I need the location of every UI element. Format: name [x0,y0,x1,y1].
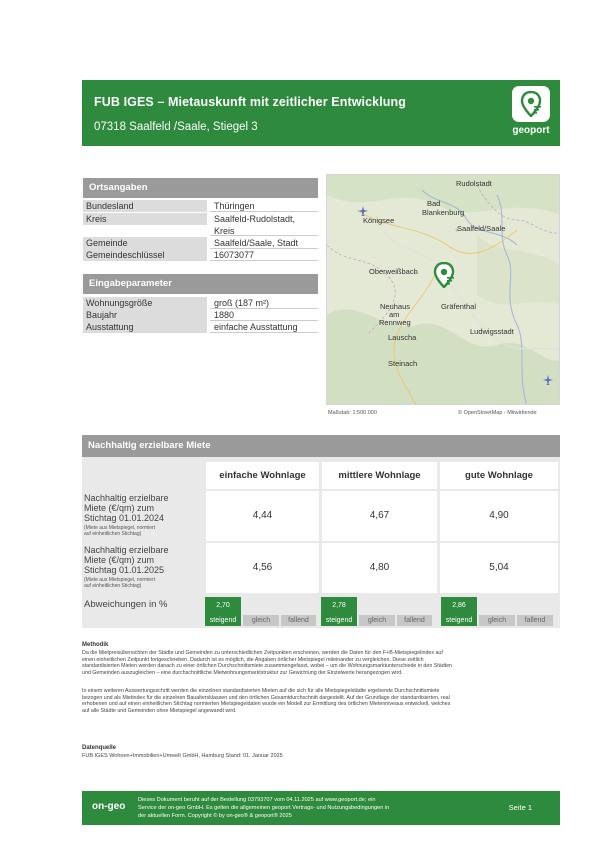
datenquelle-heading: Datenquelle [82,745,117,751]
row-value: 1880 [210,309,318,321]
trend-steigend: steigend [441,615,477,626]
row-note-line: auf einheitlichen Stichtag) [84,583,142,589]
row-key: Bundesland [83,200,207,212]
methodik-paragraph-2 [82,688,560,714]
geoport-logo [506,84,556,142]
rent-cell: 4,80 [322,543,437,593]
text-line: Da die Mietpreisübersichten der Städte und Gemeinden zu unterschiedlichen Zeitpunkten erscheinen, werden die Daten für den F+B-Mietspiegelindex auf [82,650,443,656]
text-line: und Gemeinden auszugleichen – eine durchschnittliche Mietwohnungsmarktstruktur zur Gewichtung der Einzelwerte herangezogen wird. [82,669,403,676]
row-value: groß (187 m²) [210,297,318,309]
map-label: Lauscha [388,333,417,342]
row-label-line: Stichtag 01.01.2024 [84,513,165,523]
column-header-gut: gute Wohnlage [440,462,558,489]
map-label: Königsee [363,216,395,225]
ortsangaben-heading: Ortsangaben [83,178,318,198]
row-value: 16073077 [210,249,318,261]
text-line: erhobenen und auf einen einheitlichen Stichtag normierten Mietspiegeldaten wurde ein Modell zur Ermittlung des örtlichen Mietenniveaus entwickelt, welches [82,701,451,708]
eingabe-heading: Eingabeparameter [83,274,318,294]
trend-fallend: fallend [397,615,432,626]
rent-table [82,435,560,628]
text-line: bezogen und als Mietindex für die einzelnen Baualtersklassen und den örtlichen Gesamtdurchschnitt dargestellt. Auf der Grundlage der standardisierten, real [82,694,450,701]
deviation-value: 2,78 [321,597,357,615]
logo-text: geoport [512,125,550,136]
row-label-2024 [84,493,203,537]
row-key: Baujahr [83,309,207,321]
rent-cell: 4,90 [440,491,558,541]
location-marker-icon[interactable] [433,262,455,288]
methodik-heading: Methodik [82,642,109,648]
footer-text [138,796,494,820]
map-pin-icon [512,86,550,122]
report-address: 07318 Saalfeld /Saale, Stiegel 3 [94,121,258,133]
airport-icon [543,375,553,385]
row-note [84,577,203,589]
map-label: Rennweg [379,318,411,327]
row-value [210,213,318,236]
map-label: Bad [427,199,441,208]
footer-line: Dieses Dokument beruht auf der Bestellung 03793707 vom 04.11.2025 auf www.geoport.de; ein [138,797,376,803]
rent-cell: 4,56 [206,543,319,593]
trend-gleich: gleich [243,615,279,626]
row-label-2025 [84,545,203,589]
map-label: Gräfenthal [441,302,477,311]
row-note-line: (Miete aus Mietspiegel, normiert [84,577,156,583]
on-geo-logo: on-geo [92,801,126,812]
map-label: am [389,310,400,319]
footer-line: Service der on-geo GmbH. Es gelten die allgemeinen geoport Vertrags- und Nutzungsbedingungen in [138,805,390,811]
row-key: Wohnungsgröße [83,297,207,309]
footer-line: der aktuellen Form. Copyright © by on-geo® & geoport® 2025 [138,813,292,819]
report-title: FUB IGES – Mietauskunft mit zeitlicher Entwicklung [94,95,406,109]
text-line: einen einheitlichen Zeitpunkt fortgeschrieben. Dadurch ist es möglich, die Angaben örtlicher Mietspiegel miteinander zu vergleichen. Diese zeitlich [82,656,424,663]
row-value: einfache Ausstattung [210,321,318,333]
page-footer [82,791,560,825]
deviation-mittel [320,597,434,627]
row-label-line: Miete (€/qm) zum [84,503,155,513]
report-header [82,80,560,146]
trend-gleich: gleich [359,615,395,626]
map-label: Steinach [388,359,418,368]
row-key: Gemeinde [83,237,207,249]
row-label-line: Nachhaltig erzielbare [84,545,169,555]
row-note [84,525,203,537]
map-label: Saalfeld/Saale [457,224,506,233]
row-key: Ausstattung [83,321,207,333]
rent-heading: Nachhaltig erzielbare Miete [82,435,560,457]
map-credit[interactable]: © OpenStreetMap - Mitwirkende [458,410,537,416]
map-label: Rudolstadt [456,179,492,188]
row-value: Thüringen [210,200,318,212]
rent-cell: 4,67 [322,491,437,541]
map-label: Ludwigsstadt [470,327,514,336]
trend-fallend: fallend [517,615,553,626]
text-line: auf alle Städte und Gemeinden ohne Mietspiegel angewandt wird. [82,707,237,714]
row-key: Gemeindeschlüssel [83,249,207,261]
map-label: Oberweißbach [369,267,418,276]
deviation-einfach [204,597,318,627]
trend-steigend: steigend [205,615,241,626]
row-note-line: (Miete aus Mietspiegel, normiert [84,525,156,531]
rent-cell: 5,04 [440,543,558,593]
trend-gleich: gleich [479,615,515,626]
methodik-paragraph-1 [82,650,560,676]
rent-cell: 4,44 [206,491,319,541]
trend-steigend: steigend [321,615,357,626]
airport-icon [358,206,368,216]
page-number: Seite 1 [508,803,532,812]
location-map[interactable] [326,174,560,405]
map-label: Blankenburg [422,208,465,217]
deviation-label: Abweichungen in % [84,599,168,610]
column-header-einfach: einfache Wohnlage [206,462,319,489]
row-value: Saalfeld/Saale, Stadt [210,237,318,249]
row-value-line: Kreis [214,226,235,236]
deviation-value: 2,70 [205,597,241,615]
deviation-gut [440,597,554,627]
map-label: Neuhaus [380,302,411,311]
map-scale: Maßstab: 1:500.000 [328,410,377,416]
datenquelle-text: FUB IGES Wohnen+Immobilien+Umwelt GmbH, Hamburg Stand: 01. Januar 2025 [82,753,283,759]
text-line: In einem weiteren Auswertungsschritt werden die einzelnen standardisierten Mieten auf die sich für alle Mietspiegelstädte ergebende Durchschnittsmiete [82,688,440,694]
row-key: Kreis [83,213,207,225]
row-value-line: Saalfeld-Rudolstadt, [214,214,296,224]
row-label-line: Stichtag 01.01.2025 [84,565,165,575]
row-note-line: auf einheitlichen Stichtag) [84,531,142,537]
row-label-line: Miete (€/qm) zum [84,555,155,565]
text-line: standardisierten Mieten werden danach zu einer örtlichen Durchschnittsmiete zusammengefasst, wobei – um die Wohnungsmarktunterschiede in den Städten [82,663,453,670]
deviation-value: 2,86 [441,597,477,615]
trend-fallend: fallend [281,615,316,626]
row-label-line: Nachhaltig erzielbare [84,493,169,503]
column-header-mittel: mittlere Wohnlage [322,462,437,489]
